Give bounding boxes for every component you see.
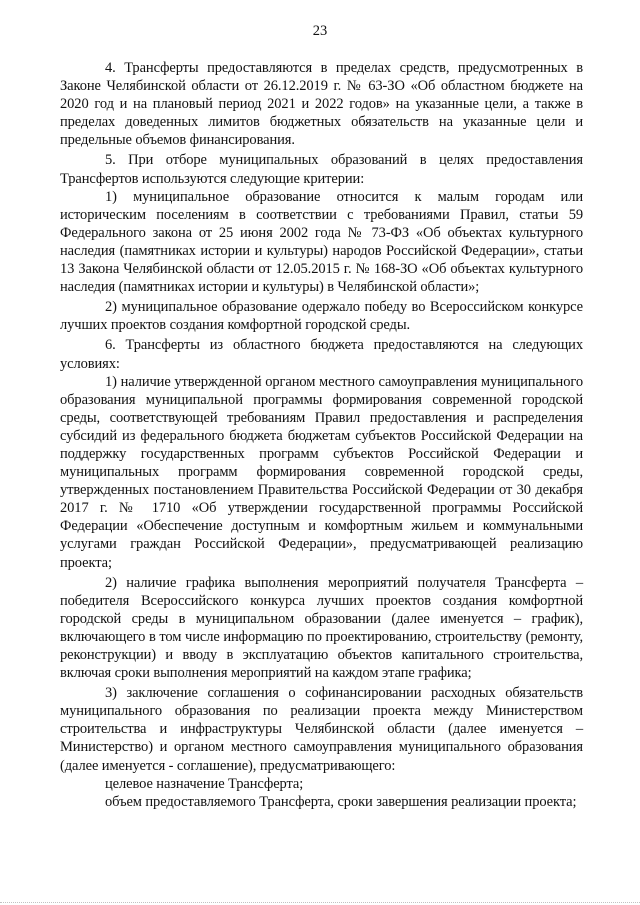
- paragraph-condition-2: 2) наличие графика выполнения мероприятий получателя Трансферта – победителя Всероссийского конкурса лучших проектов создания комфортной городской среды в муниципальном образовании (далее именуется – график), включающего в том числе информацию по проектированию, строительству (ремонту, реконструкции) и вводу в эксплуатацию объектов капитального строительства, включая сроки выполнения мероприятий на каждом этапе графика;: [60, 574, 583, 682]
- page-number: 23: [312, 23, 328, 39]
- paragraph-target-purpose: целевое назначение Трансферта;: [105, 775, 304, 792]
- document-body: [60, 59, 583, 811]
- paragraph-conditions: 6. Трансферты из областного бюджета предоставляются на следующих условиях:: [60, 337, 583, 372]
- paragraph-transfer-volume: объем предоставляемого Трансферта, сроки завершения реализации проекта;: [105, 793, 577, 810]
- scan-edge-line: [0, 902, 640, 903]
- paragraph-condition-1: 1) наличие утвержденной органом местного самоуправления муниципального образования муниципальной программы формирования современной городской среды, соответствующей требованиям Правил предоставления и распределения субсидий из федерального бюджета бюджетам субъектов Российской Федерации на поддержку государственных программ субъектов Российской Федерации и муниципальных программ формирования современной городской среды, утвержденных постановлением Правительства Российской Федерации от 30 декабря 2017 г. № 1710 «Об утверждении государственной программы Российской Федерации «Обеспечение доступным и комфортным жильем и коммунальными услугами граждан Российской Федерации», предусматривающей реализацию проекта;: [60, 373, 583, 571]
- paragraph-criterion-1: 1) муниципальное образование относится к малым городам или историческим поселениям в соответствии с требованиями Правил, статьи 59 Федерального закона от 25 июня 2002 года № 73-ФЗ «Об объектах культурного наследия (памятниках истории и культуры) народов Российской Федерации», статьи 13 Закона Челябинской области от 12.05.2015 г. № 168-ЗО «Об объектах культурного наследия (памятниках истории и культуры) в Челябинской области»;: [60, 188, 583, 296]
- paragraph-condition-3: 3) заключение соглашения о софинансировании расходных обязательств муниципального образования по реализации проекта между Министерством строительства и инфраструктуры Челябинской области (далее именуется – Министерство) и органом местного самоуправления муниципального образования (далее именуется - соглашение), предусматривающего:: [60, 685, 583, 774]
- paragraph-transfer-limits: 4. Трансферты предоставляются в пределах средств, предусмотренных в Законе Челябинской области от 26.12.2019 г. № 63-ЗО «Об областном бюджете на 2020 год и на плановый период 2021 и 2022 годов» на указанные цели, а также в пределах доведенных лимитов бюджетных обязательств на указанные цели и предельные объемов финансирования.: [60, 60, 583, 149]
- paragraph-criterion-2: 2) муниципальное образование одержало победу во Всероссийском конкурсе лучших проектов создания комфортной городской среды.: [60, 299, 583, 334]
- paragraph-selection-criteria: 5. При отборе муниципальных образований в целях предоставления Трансфертов используются следующие критерии:: [60, 152, 583, 187]
